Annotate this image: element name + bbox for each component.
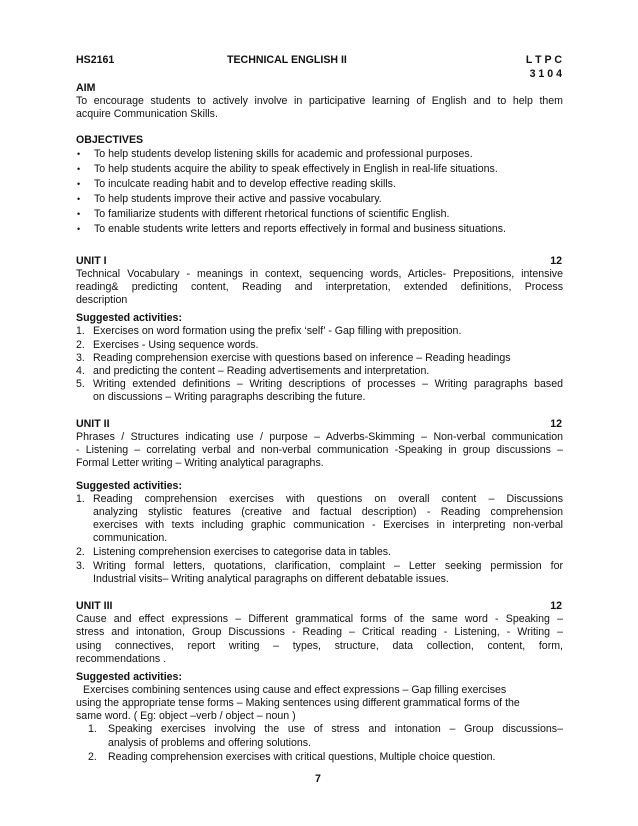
- unit-line: using connectives, report writing – types, structure, data collection, content, form,: [76, 640, 563, 652]
- activity-item: Industrial visits– Writing analytical paragraphs on different debatable issues.: [93, 573, 449, 585]
- unit-line: Formal Letter writing – Writing analytical paragraphs.: [76, 457, 324, 469]
- activity-item: Reading comprehension exercise with questions based on inference – Reading headings: [93, 352, 511, 364]
- objectives-heading: OBJECTIVES: [76, 134, 144, 146]
- unit-line: Technical Vocabulary - meanings in context, sequencing words, Articles- Prepositions, intensive: [76, 268, 563, 280]
- activity-number: 2.: [76, 339, 85, 351]
- bullet-icon: •: [77, 194, 81, 204]
- bullet-icon: •: [77, 224, 81, 234]
- activity-item: and predicting the content – Reading advertisements and interpretation.: [93, 365, 430, 377]
- unit-line: description: [76, 294, 128, 306]
- unit-line: stress and intonation, Group Discussions - Reading – Critical reading - Listening, - Writing –: [76, 626, 563, 638]
- activity-number: 5.: [76, 378, 85, 390]
- objective-item: To enable students write letters and reports effectively in formal and business situations.: [94, 223, 507, 235]
- activity-number: 1.: [88, 723, 97, 735]
- activity-item: Listening comprehension exercises to categorise data in tables.: [93, 546, 391, 558]
- unit-title: UNIT III: [76, 600, 113, 612]
- activity-item: Reading comprehension exercises with critical questions, Multiple choice question.: [108, 751, 496, 763]
- unit-title: UNIT II: [76, 418, 110, 430]
- page-number: 7: [315, 773, 321, 785]
- activities-heading: Suggested activities:: [76, 480, 182, 492]
- ltpc-values: 3 1 0 4: [529, 68, 562, 80]
- activity-item: Writing extended definitions – Writing descriptions of processes – Writing paragraphs based: [93, 378, 563, 390]
- course-title: TECHNICAL ENGLISH II: [227, 54, 347, 66]
- unit-hours: 12: [550, 418, 562, 430]
- objective-item: To help students develop listening skills for academic and professional purposes.: [94, 148, 473, 160]
- activity-number: 2.: [76, 546, 85, 558]
- objective-item: To help students acquire the ability to speak effectively in English in real-life situations.: [94, 163, 498, 175]
- activity-number: 3.: [76, 560, 85, 572]
- activities-heading: Suggested activities:: [76, 671, 182, 683]
- unit-line: Phrases / Structures indicating use / purpose – Adverbs-Skimming – Non-verbal communication: [76, 431, 563, 443]
- objective-item: To familiarize students with different rhetorical functions of scientific English.: [94, 208, 450, 220]
- objective-item: To inculcate reading habit and to develop effective reading skills.: [94, 178, 396, 190]
- unit-line: - Listening – correlating verbal and non-verbal communication -Speaking in group discussions –: [76, 444, 563, 456]
- activity-item: Speaking exercises involving the use of stress and intonation – Group discussions–: [108, 723, 563, 735]
- aim-line: To encourage students to actively involve in participative learning of English and to help them: [76, 95, 563, 107]
- activity-item: exercises with texts including graphic communication - Exercises in interpreting non-verbal: [93, 519, 563, 531]
- unit-line: reading& predicting content, Reading and interpretation, extended definitions, Process: [76, 281, 563, 293]
- activity-item: Exercises - Using sequence words.: [93, 339, 259, 351]
- unit-hours: 12: [550, 255, 562, 267]
- activity-number: 4.: [76, 365, 85, 377]
- unit-line: Cause and effect expressions – Different grammatical forms of the same word - Speaking –: [76, 613, 563, 625]
- aim-line: acquire Communication Skills.: [76, 108, 218, 120]
- activity-item: communication.: [93, 532, 168, 544]
- activity-number: 1.: [76, 493, 85, 505]
- activity-number: 1.: [76, 325, 85, 337]
- activity-intro: same word. ( Eg: object –verb / object – noun ): [76, 710, 296, 722]
- ltpc-label: L T P C: [525, 54, 562, 66]
- activity-intro: using the appropriate tense forms – Making sentences using different grammatical forms of the: [76, 697, 520, 709]
- activity-item: on discussions – Writing paragraphs describing the future.: [93, 391, 366, 403]
- activity-item: analyzing stylistic features (creative and factual description) - Reading comprehension: [93, 506, 563, 518]
- activity-item: Reading comprehension exercises with questions on overall content – Discussions: [93, 493, 563, 505]
- activity-item: Writing formal letters, quotations, clarification, complaint – Letter seeking permission for: [93, 560, 563, 572]
- course-code: HS2161: [76, 54, 115, 66]
- activity-number: 3.: [76, 352, 85, 364]
- aim-heading: AIM: [76, 82, 96, 94]
- activity-number: 2.: [88, 751, 97, 763]
- unit-hours: 12: [550, 600, 562, 612]
- unit-line: recommendations .: [76, 653, 167, 665]
- activity-intro: Exercises combining sentences using cause and effect expressions – Gap filling exercises: [83, 684, 507, 696]
- bullet-icon: •: [77, 164, 81, 174]
- activity-item: analysis of problems and offering solutions.: [108, 737, 311, 749]
- bullet-icon: •: [77, 149, 81, 159]
- bullet-icon: •: [77, 209, 81, 219]
- objective-item: To help students improve their active and passive vocabulary.: [94, 193, 382, 205]
- bullet-icon: •: [77, 179, 81, 189]
- activity-item: Exercises on word formation using the prefix ‘self’ - Gap filling with preposition.: [93, 325, 462, 337]
- unit-title: UNIT I: [76, 255, 107, 267]
- activities-heading: Suggested activities:: [76, 312, 182, 324]
